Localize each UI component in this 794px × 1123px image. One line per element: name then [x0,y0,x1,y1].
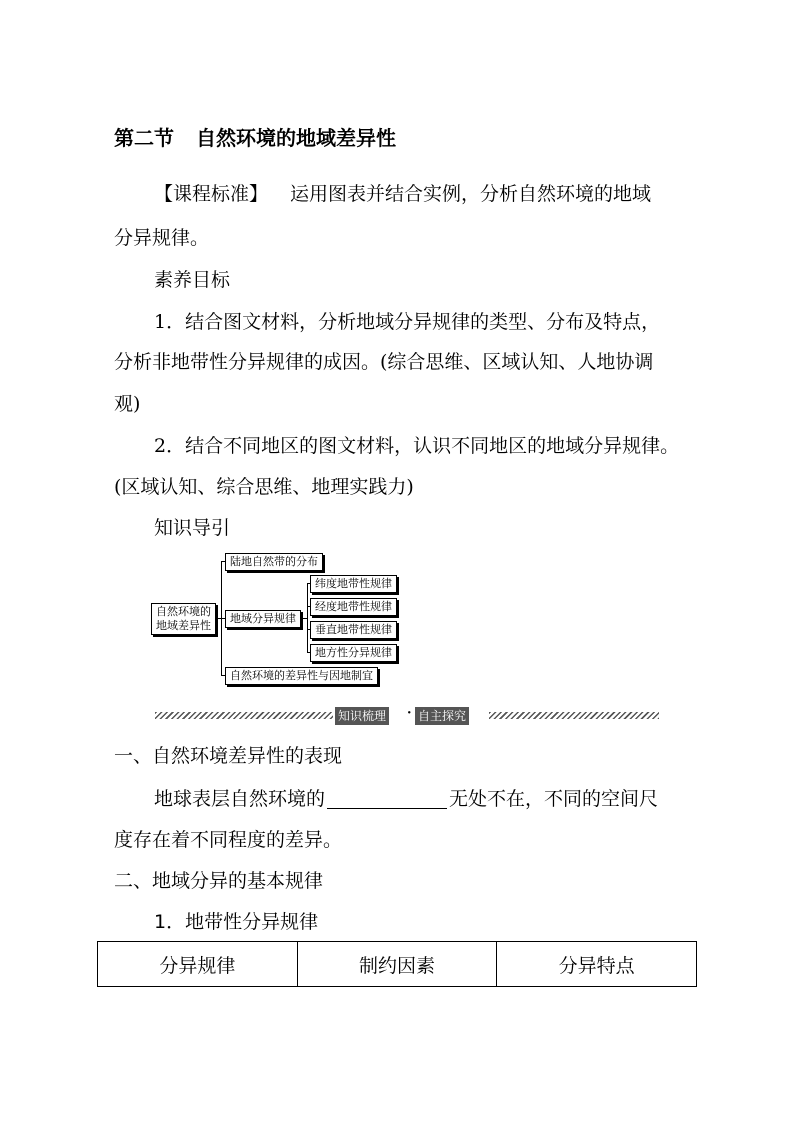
table-header-cell: 分异特点 [497,942,697,987]
map-leaf: 经度地带性规律 [310,598,397,616]
banner-label-left: 知识梳理 [335,707,389,725]
part1-heading: 一、自然环境差异性的表现 [114,745,343,767]
literacy-item2-line1: 2．结合不同地区的图文材料，认识不同地区的地域分异规律。 [154,435,680,457]
map-branch-top: 陆地自然带的分布 [225,553,323,571]
root-line2: 地域差异性 [156,619,211,632]
part1-text-after: 无处不在，不同的空间尺 [449,788,659,810]
standard-text: 运用图表并结合实例，分析自然环境的地域 [290,183,652,205]
banner-dot: · [407,706,412,721]
banner-stripes-right [489,712,659,719]
part1-text-before: 地球表层自然环境的 [154,788,326,810]
part1-line1 [154,787,658,811]
map-root [151,603,216,635]
banner-label-right: 自主探究 [415,707,469,725]
table-header-cell: 分异规律 [98,942,298,987]
rules-table [97,941,697,987]
part2-sub1: 1．地带性分异规律 [154,911,319,933]
literacy-heading: 素养目标 [154,269,231,291]
map-branch-mid: 地域分异规律 [225,610,301,628]
table-header-cell: 制约因素 [297,942,497,987]
part1-line2: 度存在着不同程度的差异。 [114,829,343,851]
connector [307,583,308,652]
section-number: 第二节 [114,126,174,150]
map-leaf: 垂直地带性规律 [310,621,397,639]
standard-line2: 分异规律。 [114,227,210,249]
standard-label: 【课程标准】 [154,183,269,205]
literacy-item1-line3: 观) [114,393,141,415]
map-branch-bottom: 自然环境的差异性与因地制宜 [225,667,378,685]
table-header-row [98,942,697,987]
map-leaf: 地方性分异规律 [310,644,397,662]
part2-heading: 二、地域分异的基本规律 [114,870,324,892]
literacy-item1-line1: 1．结合图文材料，分析地域分异规律的类型、分布及特点， [154,311,661,333]
fill-blank[interactable] [327,790,447,809]
section-name: 自然环境的地域差异性 [196,126,396,150]
banner-stripes-left [155,712,333,719]
literacy-item1-line2: 分析非地带性分异规律的成因。(综合思维、区域认知、人地协调 [114,351,654,373]
standard-line1 [154,182,651,206]
section-title [114,122,396,151]
guide-heading: 知识导引 [154,517,231,539]
literacy-item2-line2: (区域认知、综合思维、地理实践力) [114,476,414,498]
map-leaf: 纬度地带性规律 [310,575,397,593]
root-line1: 自然环境的 [156,605,211,618]
